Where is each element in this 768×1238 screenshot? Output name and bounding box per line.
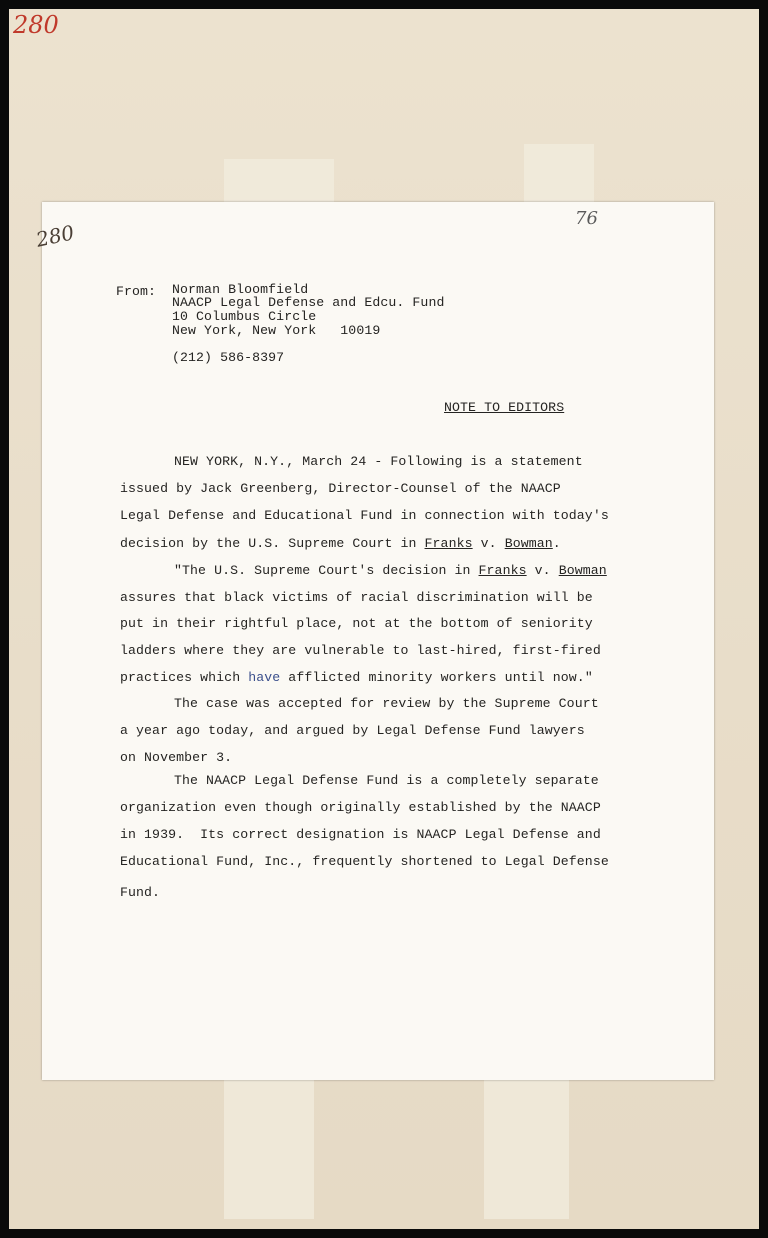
- case-name-franks: Franks: [424, 536, 473, 551]
- tape-bottom-left: [224, 1079, 314, 1219]
- body-line: The case was accepted for review by the Supreme Court: [174, 696, 599, 711]
- sender-organization: NAACP Legal Defense and Edcu. Fund: [172, 295, 445, 310]
- body-line: in 1939. Its correct designation is NAACP Legal Defense and: [120, 827, 601, 842]
- tape-bottom-right: [484, 1079, 569, 1219]
- body-line: Legal Defense and Educational Fund in connection with today's: [120, 508, 609, 523]
- board-number-annotation: 280: [13, 11, 59, 39]
- sender-address-line2: New York, New York 10019: [172, 323, 381, 338]
- body-line: Fund.: [120, 885, 161, 900]
- body-line: [120, 536, 561, 551]
- case-name-bowman: Bowman: [558, 563, 607, 578]
- case-versus: v.: [526, 563, 559, 578]
- sender-address-line1: 10 Columbus Circle: [172, 309, 317, 324]
- document-page: [33, 202, 714, 1080]
- page-number-annotation: 280: [33, 220, 77, 252]
- body-line: The NAACP Legal Defense Fund is a completely separate: [174, 773, 599, 788]
- body-text: afflicted minority workers until now.": [280, 670, 593, 685]
- body-line: [120, 670, 593, 685]
- body-line: on November 3.: [120, 750, 233, 765]
- body-line: [174, 563, 607, 578]
- sender-phone: (212) 586-8397: [172, 350, 285, 365]
- sender-name: Norman Bloomfield: [172, 282, 309, 297]
- page-title: NOTE TO EDITORS: [444, 400, 565, 415]
- corrected-word: have: [248, 670, 281, 685]
- body-line: ladders where they are vulnerable to last-hired, first-fired: [120, 643, 601, 658]
- case-versus: v.: [472, 536, 505, 551]
- case-name-bowman: Bowman: [504, 536, 553, 551]
- from-label: From:: [116, 284, 157, 299]
- body-line: assures that black victims of racial discrimination will be: [120, 590, 593, 605]
- body-line: NEW YORK, N.Y., March 24 - Following is a statement: [174, 454, 583, 469]
- body-line: a year ago today, and argued by Legal Defense Fund lawyers: [120, 723, 585, 738]
- body-line: issued by Jack Greenberg, Director-Counsel of the NAACP: [120, 481, 561, 496]
- body-text: practices which: [120, 670, 249, 685]
- body-line: Educational Fund, Inc., frequently shortened to Legal Defense: [120, 854, 609, 869]
- body-text: .: [552, 536, 561, 551]
- case-name-franks: Franks: [478, 563, 527, 578]
- body-text: "The U.S. Supreme Court's decision in: [174, 563, 479, 578]
- body-text: decision by the U.S. Supreme Court in: [120, 536, 425, 551]
- corner-mark-annotation: 76: [575, 208, 598, 229]
- body-line: organization even though originally established by the NAACP: [120, 800, 601, 815]
- body-line: put in their rightful place, not at the bottom of seniority: [120, 616, 593, 631]
